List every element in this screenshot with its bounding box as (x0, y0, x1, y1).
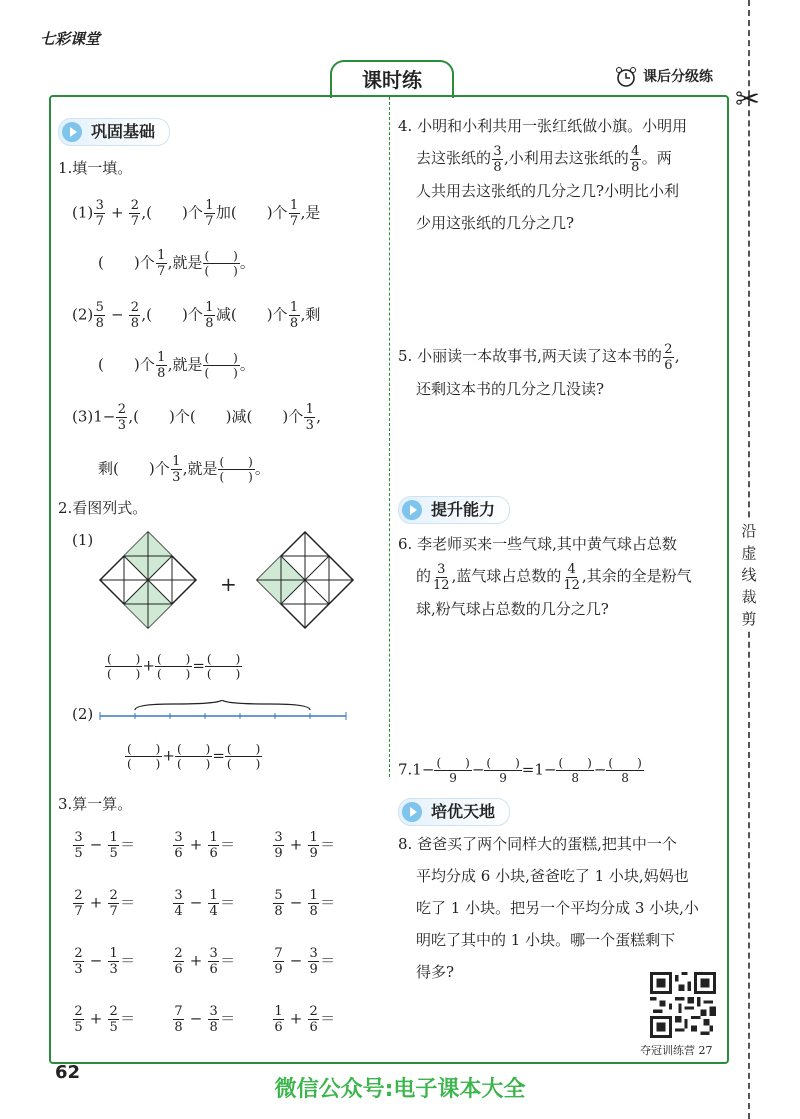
q4-text: 4. 小明和小利共用一张红纸做小旗。小明用 去这张纸的 $\frac{3}{8}$ ,小利用去这张纸的 $\frac{4}{8}$ 。两 人共用去这张纸的几分之几?小明比小利 少用这张纸的几分之几? (398, 117, 688, 232)
alarm-clock-icon (615, 66, 637, 88)
play-icon (402, 500, 422, 520)
wechat-watermark: 微信公众号:电子课本大全 (274, 1077, 526, 1102)
q2-equation-2: ( ) ( ) + ( ) ( ) = ( ) ( ) (127, 742, 261, 771)
number-line-figure (98, 700, 348, 728)
calc-item: $\frac{2}{7}$ + $\frac{2}{7}$ ＝ (74, 888, 136, 919)
section-improve: 提升能力 (398, 496, 510, 524)
q1-part2-line1: (2) $\frac{5}{8}$ − $\frac{2}{8}$ ,( )个 $\frac{1}{8}$ 减( )个 $\frac{1}{8}$ ,剩 (72, 300, 321, 331)
equals-sign: ＝ (220, 835, 236, 854)
plus-sign: + (220, 572, 237, 596)
cut-instruction: 沿 虚 线 裁 剪 (738, 520, 760, 630)
equals-sign: ＝ (120, 951, 136, 970)
equals-sign: ＝ (120, 893, 136, 912)
calc-item: $\frac{3}{5}$ − $\frac{1}{5}$ ＝ (74, 830, 136, 861)
q5-text: 5. 小丽读一本故事书,两天读了这本书的 $\frac{2}{6}$ , 还剩这本书的几分之几没读? (398, 341, 680, 398)
column-divider (389, 97, 390, 777)
diamond-figure-2 (255, 530, 355, 630)
scissors-icon: ✂ (735, 82, 761, 117)
calc-item: $\frac{7}{9}$ − $\frac{3}{9}$ ＝ (274, 946, 336, 977)
q2-label-2: (2) (72, 705, 94, 723)
section-basic: 巩固基础 (58, 118, 170, 146)
q1-title: 1.填一填。 (58, 159, 133, 177)
equals-sign: ＝ (320, 951, 336, 970)
q2-label-1: (1) (72, 531, 94, 549)
q1-part1-line2: ( )个 $\frac{1}{7}$ ,就是 ( ) ( ) 。 (98, 248, 255, 279)
calc-item: $\frac{5}{8}$ − $\frac{1}{8}$ ＝ (274, 888, 336, 919)
calc-item: $\frac{2}{3}$ − $\frac{1}{3}$ ＝ (74, 946, 136, 977)
q6-text: 6. 李老师买来一些气球,其中黄气球占总数 的 $\frac{3}{12}$ ,蓝气球占总数的 $\frac{4}{12}$ ,其余的全是粉气 球,粉气球占总数的几分之几? (398, 535, 692, 618)
calc-item: $\frac{7}{8}$ − $\frac{3}{8}$ ＝ (174, 1004, 236, 1035)
q1-part2-line2: ( )个 $\frac{1}{8}$ ,就是 ( ) ( ) 。 (98, 350, 255, 381)
calc-item: $\frac{3}{6}$ + $\frac{1}{6}$ ＝ (174, 830, 236, 861)
calc-item: $\frac{2}{6}$ + $\frac{3}{6}$ ＝ (174, 946, 236, 977)
page-number: 62 (55, 1062, 81, 1083)
calc-item: $\frac{3}{4}$ − $\frac{1}{4}$ ＝ (174, 888, 236, 919)
equals-sign: ＝ (320, 835, 336, 854)
q1-part3-line2: 剩( )个 $\frac{1}{3}$ ,就是 ( ) ( ) 。 (98, 454, 270, 485)
equals-sign: ＝ (120, 835, 136, 854)
equals-sign: ＝ (220, 893, 236, 912)
diamond-figure-1 (98, 530, 198, 630)
play-icon (62, 122, 82, 142)
play-icon (402, 802, 422, 822)
brand-logo: 七彩课堂 (40, 30, 101, 48)
level-text: 课后分级练 (643, 69, 713, 85)
calc-item: $\frac{3}{9}$ + $\frac{1}{9}$ ＝ (274, 830, 336, 861)
equals-sign: ＝ (220, 951, 236, 970)
equals-sign: ＝ (120, 1009, 136, 1028)
q2-equation-1: ( ) ( ) + ( ) ( ) = ( ) ( ) (107, 652, 241, 681)
page-title: 课时练 (330, 60, 454, 98)
q3-title: 3.算一算。 (58, 795, 133, 813)
equals-sign: ＝ (220, 1009, 236, 1028)
q1-part1-line1: (1) $\frac{3}{7}$ + $\frac{2}{7}$ ,( )个 $\frac{1}{7}$ 加( )个 $\frac{1}{7}$ ,是 (72, 198, 321, 229)
q1-part3-line1: (3)1− $\frac{2}{3}$ ,( )个( )减( )个 $\frac{1}{3}$ , (72, 402, 322, 433)
level-label (615, 66, 713, 88)
calc-item: $\frac{2}{5}$ + $\frac{2}{5}$ ＝ (74, 1004, 136, 1035)
equals-sign: ＝ (320, 893, 336, 912)
equals-sign: ＝ (320, 1009, 336, 1028)
q8-text: 8. 爸爸买了两个同样大的蛋糕,把其中一个 平均分成 6 小块,爸爸吃了 1 小块,妈妈也 吃了 1 小块。把另一个平均分成 3 小块,小 明吃了其中的 1 小块。哪一个蛋糕剩下 得多? (398, 835, 699, 981)
q2-title: 2.看图列式。 (58, 499, 148, 517)
qr-code[interactable] (650, 972, 716, 1038)
qr-label: 夺冠训练营 27 (640, 1044, 713, 1057)
calc-item: $\frac{1}{6}$ + $\frac{2}{6}$ ＝ (274, 1004, 336, 1035)
section-excellence: 培优天地 (398, 798, 510, 826)
q7-equation: 7.1− ( ) 9 − ( ) 9 =1− ( ) 8 − ( ) 8 (398, 756, 642, 785)
